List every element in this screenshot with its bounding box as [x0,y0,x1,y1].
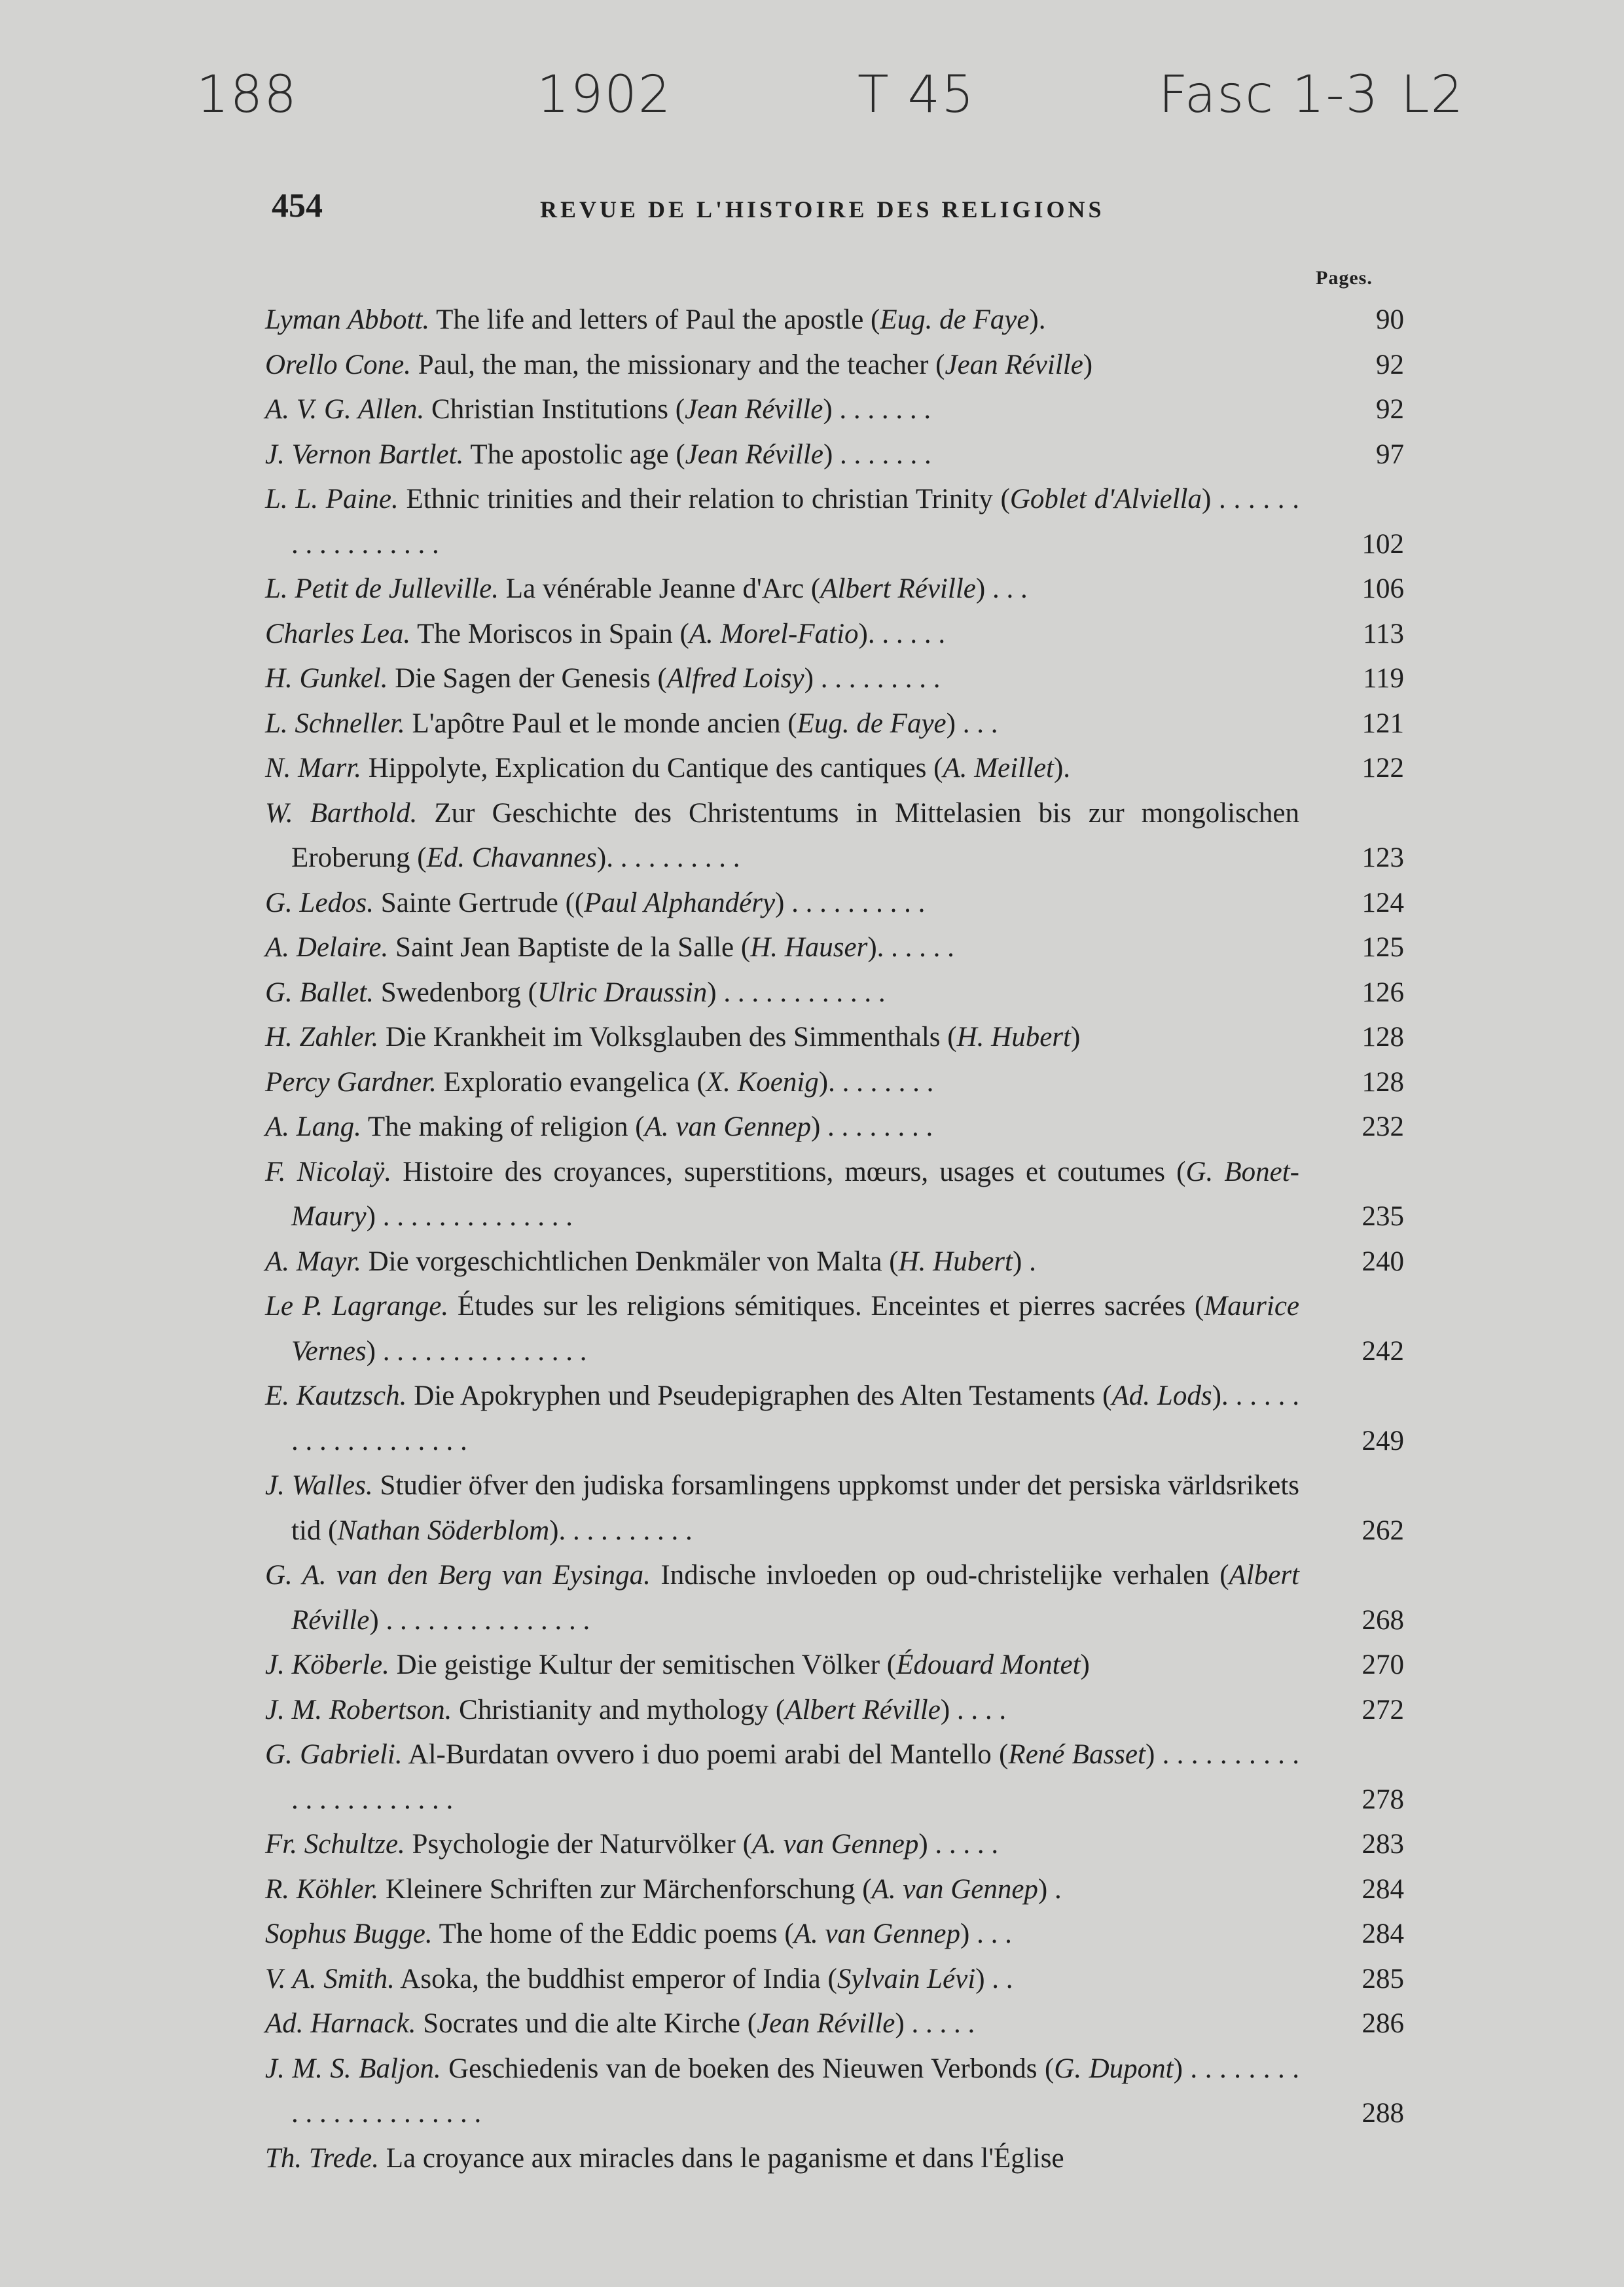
entry-close: ) [1173,2053,1183,2084]
entry-leader-dots: . . . . . . . . [820,1111,933,1142]
bibliography-entry [265,881,1404,926]
entry-title: The making of religion ( [361,1111,645,1142]
bibliography-entry [265,1643,1404,1688]
entry-reviewer: Jean Réville [685,439,823,470]
bibliography-entry [265,1240,1404,1285]
entry-reviewer: Ed. Chavannes [426,842,597,873]
entry-author: Charles Lea. [265,618,411,649]
entry-author: L. Petit de Julleville. [265,573,499,604]
entry-author: Th. Trede. [265,2142,380,2174]
entry-page-number: 278 [1362,1784,1404,1815]
entry-close: ) [596,842,607,873]
entry-leader-dots: . [1047,1873,1062,1905]
entry-title: Swedenborg ( [374,977,538,1008]
entry-page-number: 235 [1362,1201,1404,1232]
bibliography-entry [265,1912,1404,1957]
entry-reviewer: A. Meillet [943,753,1054,783]
entry-leader-dots: . . . [969,1918,1012,1949]
entry-page-number: 249 [1362,1425,1404,1456]
entry-reviewer: Ulric Draussin [537,977,708,1008]
entry-author: N. Marr. [265,753,361,783]
entry-author: G. Ledos. [265,887,374,918]
entry-close: ) [366,1335,376,1367]
entry-page-number: 122 [1362,753,1404,783]
entry-leader-dots: . . . . . . . . . . . . [716,977,886,1008]
bibliography-entry [265,1464,1404,1553]
entry-reviewer: Édouard Montet [896,1649,1081,1680]
entry-page-number: 124 [1362,887,1404,918]
entry-reviewer: Maurice Vernes [291,1291,1299,1367]
entry-close: ) [1070,1022,1081,1053]
entry-close: ) [818,1066,829,1098]
bibliography-entry [265,2047,1404,2136]
entry-title: L'apôtre Paul et le monde ancien ( [405,708,797,739]
entry-page-number: 126 [1362,977,1404,1008]
bibliography-entry [265,1822,1404,1867]
entry-page-number: 288 [1362,2098,1404,2129]
pages-column-label: Pages. [1316,267,1373,289]
entry-close: ) [918,1829,928,1860]
entry-author: J. Köberle. [265,1649,389,1680]
bibliography-entry [265,657,1404,702]
entry-title: Hippolyte, Explication du Cantique des cantiques ( [361,753,943,783]
entry-page-number: 123 [1362,842,1404,873]
entry-author: V. A. Smith. [265,1963,395,1994]
entry-title: Geschiedenis van de boeken des Nieuwen Verbonds ( [441,2053,1055,2084]
entry-close: ) [895,2008,905,2039]
entry-close: ) [1012,1246,1022,1277]
entry-reviewer: Ad. Lods [1111,1380,1212,1411]
entry-close: ) [823,439,833,470]
handwritten-note-4: Fasc 1-3 [1159,65,1380,124]
entry-author: R. Köhler. [265,1873,379,1905]
entry-close: ) [1212,1380,1221,1411]
handwritten-note-1: 188 [196,65,298,124]
entry-author: Ad. Harnack. [265,2008,416,2039]
entry-close: ) [975,573,986,604]
entry-author: G. Gabrieli. [265,1739,403,1770]
entry-title: Indische invloeden op oud-christelijke verhalen ( [650,1560,1229,1591]
entry-leader-dots: . . . . . . . . . . . . . . . . . . . [291,1380,1300,1456]
entry-leader-dots: . . . . . . . . . . . . . . . . . [291,484,1299,560]
entry-title: Die vorgeschichtlichen Denkmäler von Malta ( [361,1246,899,1277]
entry-close: ) [940,1694,950,1725]
entry-close: ) [1083,349,1093,380]
entry-close: ) [366,1201,376,1232]
bibliography-entry [265,387,1404,433]
entry-leader-dots: . [1022,1246,1036,1277]
entry-leader-dots: . . . . . . . . [828,1066,934,1098]
bibliography-entry [265,1733,1404,1822]
entry-reviewer: Nathan Söderblom [337,1515,550,1546]
entry-title: Sainte Gertrude (( [374,887,585,918]
entry-title: Die Krankheit im Volksglauben des Simmenthals ( [378,1022,957,1053]
entry-leader-dots: . . . . . . . . . . . . . . . . . . . . . . [291,1739,1299,1815]
entry-title: Al-Burdatan ovvero i duo poemi arabi del Mantello ( [402,1739,1009,1770]
entry-leader-dots: . . . . [950,1694,1007,1725]
entry-author: H. Gunkel. [265,663,388,694]
entry-leader-dots: . . . [955,708,998,739]
entry-author: H. Zahler. [265,1022,379,1053]
entry-leader-dots: . . . . . . . . . . . . . . . [378,1604,590,1636]
entry-reviewer: H. Hubert [956,1022,1071,1053]
bibliography-entry [265,702,1404,747]
bibliography-entry [265,1867,1404,1913]
entry-author: F. Nicolaÿ. [265,1156,392,1187]
entry-leader-dots: . . . . . . . . . . . . . . . [375,1335,587,1367]
entry-reviewer: Paul Alphandéry [584,887,776,918]
entry-close: ) [549,1515,559,1546]
entry-page-number: 119 [1363,663,1404,694]
entry-title: Kleinere Schriften zur Märchenforschung ( [378,1873,872,1905]
entry-title: Christian Institutions ( [424,394,685,425]
entry-leader-dots: . . . . . [928,1829,999,1860]
entry-close: ). [1029,304,1046,335]
entry-author: J. Vernon Bartlet. [265,439,464,470]
entry-close: ) [960,1918,970,1949]
entry-page-number: 284 [1362,1873,1404,1905]
page-number: 454 [272,187,323,225]
entry-author: Orello Cone. [265,349,411,380]
entry-close: ) [804,663,814,694]
bibliography-list [265,298,1404,2181]
entry-page-number: 121 [1362,708,1404,739]
entry-page-number: 272 [1362,1694,1404,1725]
bibliography-entry [265,433,1404,478]
entry-leader-dots: . . . [985,573,1028,604]
entry-close: ) [1145,1739,1155,1770]
entry-reviewer: Eug. de Faye [880,304,1030,335]
entry-title: Studier öfver den judiska forsamlingens uppkomst under det persiska världsrikets tid ( [291,1470,1299,1546]
entry-leader-dots: . . . . . . . . . . [606,842,740,873]
entry-reviewer: Jean Réville [945,349,1083,380]
entry-title: Psychologie der Naturvölker ( [405,1829,752,1860]
entry-page-number: 240 [1362,1246,1404,1277]
entry-author: Le P. Lagrange. [265,1291,449,1322]
entry-page-number: 92 [1376,394,1404,425]
entry-page-number: 97 [1376,439,1404,470]
entry-page-number: 268 [1362,1604,1404,1636]
entry-page-number: 92 [1376,349,1404,380]
entry-reviewer: Albert Réville [291,1560,1299,1636]
bibliography-entry [265,1957,1404,2002]
bibliography-entry [265,343,1404,388]
entry-reviewer: A. van Gennep [793,1918,961,1949]
entry-leader-dots: . . . . . . . [833,439,931,470]
entry-close: ) [975,1963,985,1994]
bibliography-entry [265,298,1404,343]
entry-title: Paul, the man, the missionary and the teacher ( [410,349,945,380]
bibliography-entry [265,612,1404,657]
entry-reviewer: G. Dupont [1054,2053,1174,2084]
entry-leader-dots: . . . . . . [876,932,954,963]
entry-author: Percy Gardner. [265,1066,437,1098]
bibliography-entry [265,567,1404,612]
entry-leader-dots: . . . . . . . . . [813,663,941,694]
entry-leader-dots: . . . . . . . . . . . . . . . . . . . . . . [291,2053,1299,2129]
entry-reviewer: Jean Réville [685,394,823,425]
entry-author: Lyman Abbott. [265,304,430,335]
entry-author: L. Schneller. [265,708,405,739]
entry-reviewer: René Basset [1008,1739,1146,1770]
entry-reviewer: Jean Réville [757,2008,895,2039]
entry-reviewer: H. Hubert [898,1246,1013,1277]
entry-close: ) [369,1604,379,1636]
entry-title: Histoire des croyances, superstitions, mœurs, usages et coutumes ( [391,1156,1186,1187]
entry-title: The home of the Eddic poems ( [432,1918,794,1949]
entry-title: Zur Geschichte des Christentums in Mittelasien bis zur mongolischen Eroberung ( [291,797,1299,873]
bibliography-entry [265,1015,1404,1060]
entry-title: Socrates und die alte Kirche ( [416,2008,757,2039]
entry-close: ) [858,618,868,649]
entry-page-number: 284 [1362,1918,1404,1949]
entry-close: ). [1053,753,1071,783]
entry-author: J. Walles. [265,1470,373,1501]
handwritten-note-3: T 45 [857,65,975,124]
entry-page-number: 242 [1362,1335,1404,1367]
handwritten-note-2: 1902 [537,65,672,124]
entry-close: ) [1202,484,1212,514]
entry-title: Christianity and mythology ( [452,1694,785,1725]
page-header [272,187,1398,239]
entry-page-number: 262 [1362,1515,1404,1546]
entry-close: ) [707,977,717,1008]
entry-leader-dots: . . . . . . [867,618,946,649]
entry-close: ) [946,708,956,739]
entry-title: Asoka, the buddhist emperor of India ( [394,1963,837,1994]
bibliography-entry [265,1284,1404,1374]
entry-leader-dots: . . . . . . . [832,394,931,425]
entry-author: W. Barthold. [265,797,418,829]
entry-author: G. A. van den Berg van Eysinga. [265,1560,651,1591]
entry-author: E. Kautzsch. [265,1380,407,1411]
entry-author: A. Delaire. [265,932,389,963]
entry-author: L. L. Paine. [265,484,399,514]
entry-leader-dots: . . . . . . . . . . [784,887,926,918]
entry-close: ) [823,394,833,425]
entry-title: Exploratio evangelica ( [436,1066,706,1098]
entry-reviewer: Eug. de Faye [797,708,947,739]
entry-reviewer: H. Hauser [750,932,868,963]
entry-reviewer: A. van Gennep [752,1829,919,1860]
entry-title: The Moriscos in Spain ( [410,618,689,649]
bibliography-entry [265,791,1404,881]
entry-author: Sophus Bugge. [265,1918,433,1949]
bibliography-entry [265,1150,1404,1240]
entry-author: A. V. G. Allen. [265,394,425,425]
entry-leader-dots: . . . . . . . . . . . . . . [375,1201,573,1232]
bibliography-entry [265,1553,1404,1643]
entry-leader-dots: . . . . . [904,2008,975,2039]
bibliography-entry [265,1374,1404,1464]
entry-reviewer: Goblet d'Alviella [1009,484,1202,514]
entry-title: The apostolic age ( [463,439,685,470]
entry-close: ) [867,932,877,963]
entry-author: J. M. S. Baljon. [265,2053,441,2084]
entry-reviewer: A. Morel-Fatio [689,618,859,649]
entry-reviewer: Sylvain Lévi [837,1963,976,1994]
entry-title: Die geistige Kultur der semitischen Völker ( [389,1649,897,1680]
entry-reviewer: A. van Gennep [871,1873,1038,1905]
bibliography-entry [265,1688,1404,1733]
entry-leader-dots: . . [984,1963,1013,1994]
entry-reviewer: A. van Gennep [644,1111,811,1142]
entry-reviewer: Alfred Loisy [666,663,804,694]
running-title: REVUE DE L'HISTOIRE DES RELIGIONS [540,196,1105,223]
entry-page-number: 270 [1362,1649,1404,1680]
entry-page-number: 113 [1363,618,1404,649]
entry-author: Fr. Schultze. [265,1829,405,1860]
entry-close: ) [775,887,785,918]
handwritten-note-5: L2 [1401,65,1465,124]
entry-page-number: 285 [1362,1963,1404,1994]
bibliography-entry [265,1105,1404,1150]
entry-close: ) [1038,1873,1048,1905]
entry-title: Die Apokryphen und Pseudepigraphen des Alten Testaments ( [406,1380,1112,1411]
bibliography-entry [265,2136,1404,2182]
entry-title: Études sur les religions sémitiques. Enceintes et pierres sacrées ( [448,1291,1204,1322]
bibliography-entry [265,2002,1404,2047]
bibliography-entry [265,926,1404,971]
entry-reviewer: Albert Réville [820,573,976,604]
entry-close: ) [810,1111,821,1142]
entry-title: La vénérable Jeanne d'Arc ( [499,573,821,604]
bibliography-entry [265,746,1404,791]
entry-close: ) [1080,1649,1090,1680]
entry-page-number: 128 [1362,1066,1404,1098]
entry-author: A. Mayr. [265,1246,361,1277]
entry-title: Ethnic trinities and their relation to christian Trinity ( [398,484,1010,514]
entry-title: Saint Jean Baptiste de la Salle ( [388,932,751,963]
entry-author: G. Ballet. [265,977,374,1008]
entry-page-number: 102 [1362,528,1404,560]
entry-title: Die Sagen der Genesis ( [388,663,667,694]
entry-page-number: 106 [1362,573,1404,604]
entry-title: The life and letters of Paul the apostle ( [429,304,880,335]
bibliography-entry [265,477,1404,567]
entry-page-number: 128 [1362,1022,1404,1053]
entry-reviewer: Albert Réville [785,1694,941,1725]
bibliography-entry [265,971,1404,1016]
entry-reviewer: X. Koenig [706,1066,819,1098]
entry-title: La croyance aux miracles dans le paganisme et dans l'Église [379,2142,1064,2174]
entry-page-number: 232 [1362,1111,1404,1142]
entry-page-number: 125 [1362,932,1404,963]
entry-author: J. M. Robertson. [265,1694,452,1725]
bibliography-entry [265,1060,1404,1106]
entry-leader-dots: . . . . . . . . . . [558,1515,693,1546]
entry-author: A. Lang. [265,1111,361,1142]
entry-page-number: 283 [1362,1829,1404,1860]
entry-reviewer: G. Bonet-Maury [291,1156,1299,1232]
entry-page-number: 90 [1376,304,1404,335]
entry-page-number: 286 [1362,2008,1404,2039]
